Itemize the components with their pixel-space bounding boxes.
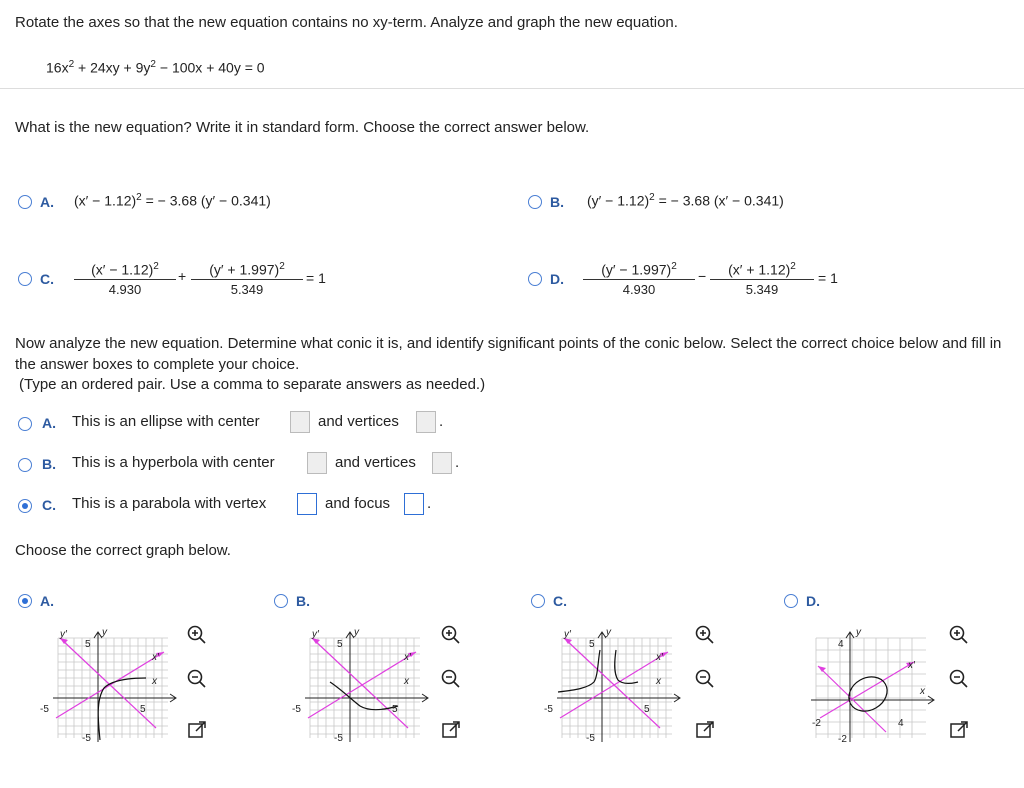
center-input[interactable] — [290, 411, 310, 433]
svg-text:x: x — [656, 676, 661, 687]
svg-text:5: 5 — [644, 704, 650, 715]
radio-conic-c[interactable] — [18, 499, 32, 513]
given-equation: $16x^2 + 24xy + 9y^2 - 100x + 40y = 0$ — [46, 59, 265, 76]
svg-text:-5: -5 — [292, 704, 301, 715]
fraction-c1: $\frac{(x' - 1.12)^2}{4.930}$ — [74, 258, 176, 300]
graph-b — [290, 620, 435, 745]
instruction-text: Rotate the axes so that the new equation contains no xy-term. Analyze and graph the new equation. — [15, 14, 678, 31]
graph-c — [542, 620, 687, 745]
vertex-input[interactable] — [297, 493, 317, 515]
svg-text:5: 5 — [85, 639, 91, 650]
operator: + — [178, 268, 187, 284]
conic-a-text2: and vertices — [318, 413, 399, 430]
svg-text:y: y — [606, 627, 611, 638]
option-letter: B. — [550, 194, 564, 210]
expand-icon[interactable] — [948, 719, 970, 741]
rhs: = 1 — [818, 270, 838, 286]
svg-text:x′: x′ — [404, 652, 411, 663]
svg-text:-5: -5 — [544, 704, 553, 715]
conic-b-text2: and vertices — [335, 454, 416, 471]
part3-prompt: Choose the correct graph below. — [15, 542, 231, 559]
svg-text:x′: x′ — [656, 652, 663, 663]
operator: − — [698, 268, 707, 284]
option-letter: D. — [806, 593, 820, 609]
zoom-in-icon[interactable] — [694, 624, 716, 646]
divider — [0, 88, 1024, 89]
option-letter: C. — [40, 271, 54, 287]
graph-b-svg — [290, 620, 435, 745]
expand-icon[interactable] — [440, 719, 462, 741]
radio-eq-c[interactable] — [18, 272, 32, 286]
expand-icon[interactable] — [186, 719, 208, 741]
svg-text:5: 5 — [392, 704, 398, 715]
part2-prompt: Now analyze the new equation. Determine what conic it is, and identify significant points of the conic below. Select the correct choice below and fill in the answer boxes to complete your choice. — [15, 335, 1002, 373]
option-letter: D. — [550, 271, 564, 287]
svg-text:5: 5 — [140, 704, 146, 715]
radio-graph-b[interactable] — [274, 594, 288, 608]
part1-prompt: What is the new equation? Write it in standard form. Choose the correct answer below. — [15, 119, 590, 136]
option-eq-b[interactable]: $(y' - 1.12)^2$ = − 3.68 (x′ − 0.341) — [587, 192, 784, 209]
graph-a-svg — [38, 620, 183, 745]
conic-b-text: This is a hyperbola with center — [72, 454, 275, 471]
svg-text:-2: -2 — [812, 718, 821, 729]
conic-a-text: This is an ellipse with center — [72, 413, 260, 430]
svg-text:-5: -5 — [82, 733, 91, 744]
graph-a — [38, 620, 183, 745]
svg-text:-5: -5 — [586, 733, 595, 744]
option-letter: C. — [553, 593, 567, 609]
svg-text:4: 4 — [898, 718, 904, 729]
svg-text:y′: y′ — [312, 629, 319, 640]
option-letter: A. — [40, 194, 54, 210]
svg-text:x: x — [404, 676, 409, 687]
graph-c-svg — [542, 620, 687, 745]
zoom-out-icon[interactable] — [948, 668, 970, 690]
option-letter: C. — [42, 497, 56, 513]
svg-text:-5: -5 — [334, 733, 343, 744]
graph-d-svg — [796, 620, 941, 745]
radio-conic-b[interactable] — [18, 458, 32, 472]
zoom-in-icon[interactable] — [186, 624, 208, 646]
period: . — [455, 454, 460, 471]
option-letter: A. — [42, 415, 56, 431]
radio-eq-a[interactable] — [18, 195, 32, 209]
svg-text:-5: -5 — [40, 704, 49, 715]
vertices-input[interactable] — [416, 411, 436, 433]
radio-graph-c[interactable] — [531, 594, 545, 608]
svg-text:4: 4 — [838, 639, 844, 650]
rhs: = 1 — [306, 270, 326, 286]
conic-c-text: This is a parabola with vertex — [72, 495, 267, 512]
option-eq-a[interactable]: $(x' - 1.12)^2$ = − 3.68 (y′ − 0.341) — [74, 192, 271, 209]
option-letter: B. — [42, 456, 56, 472]
svg-text:5: 5 — [337, 639, 343, 650]
svg-text:y: y — [354, 627, 359, 638]
svg-text:5: 5 — [589, 639, 595, 650]
radio-graph-d[interactable] — [784, 594, 798, 608]
zoom-out-icon[interactable] — [440, 668, 462, 690]
graph-d — [796, 620, 941, 745]
svg-text:y′: y′ — [564, 629, 571, 640]
zoom-in-icon[interactable] — [948, 624, 970, 646]
zoom-out-icon[interactable] — [186, 668, 208, 690]
focus-input[interactable] — [404, 493, 424, 515]
option-letter: A. — [40, 593, 54, 609]
vertices-input[interactable] — [432, 452, 452, 474]
zoom-in-icon[interactable] — [440, 624, 462, 646]
fraction-d1: $\frac{(y' - 1.997)^2}{4.930}$ — [583, 258, 695, 300]
radio-graph-a[interactable] — [18, 594, 32, 608]
svg-text:x′: x′ — [908, 660, 915, 671]
period: . — [427, 495, 432, 512]
expand-icon[interactable] — [694, 719, 716, 741]
part2-hint: (Type an ordered pair. Use a comma to separate answers as needed.) — [19, 376, 486, 393]
radio-eq-d[interactable] — [528, 272, 542, 286]
zoom-out-icon[interactable] — [694, 668, 716, 690]
center-input[interactable] — [307, 452, 327, 474]
fraction-d2: $\frac{(x' + 1.12)^2}{5.349}$ — [710, 258, 814, 300]
svg-text:-2: -2 — [838, 734, 847, 745]
svg-text:y: y — [102, 627, 107, 638]
svg-text:x: x — [152, 676, 157, 687]
svg-text:y: y — [856, 627, 861, 638]
period: . — [439, 413, 444, 430]
option-letter: B. — [296, 593, 310, 609]
radio-conic-a[interactable] — [18, 417, 32, 431]
svg-text:y′: y′ — [60, 629, 67, 640]
fraction-c2: $\frac{(y' + 1.997)^2}{5.349}$ — [191, 258, 303, 300]
radio-eq-b[interactable] — [528, 195, 542, 209]
svg-text:x′: x′ — [152, 652, 159, 663]
svg-text:x: x — [920, 686, 925, 697]
conic-c-text2: and focus — [325, 495, 391, 512]
